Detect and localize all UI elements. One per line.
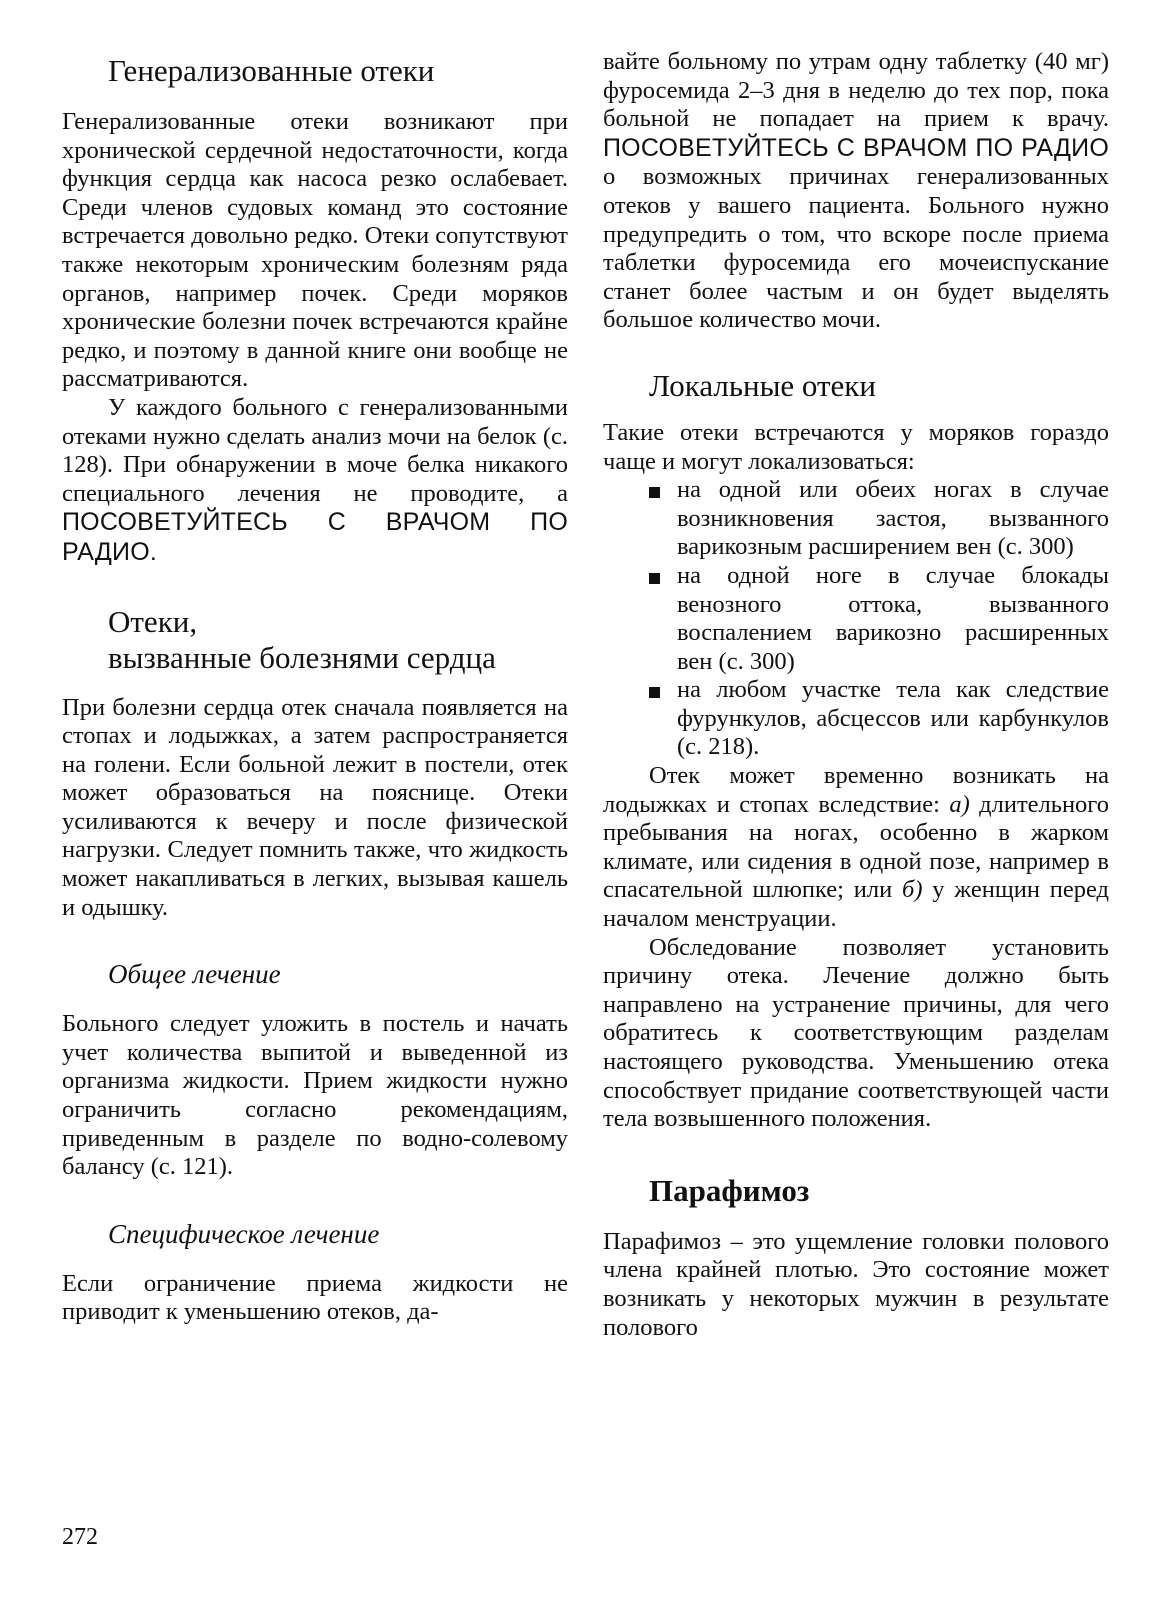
square-bullet-icon (649, 487, 660, 498)
marker-a: а) (949, 790, 970, 818)
radio-advice-caps: ПОСОВЕТУЙТЕСЬ С ВРАЧОМ ПО РАДИО. (62, 508, 568, 566)
temporary-edema-text-c: у женщин перед началом менструации. (603, 876, 1110, 933)
paragraph-paraphimosis: Парафимоз – это ущемление головки полового члена крайней плотью. Это состояние может возникать у некоторых мужчин в результате полового (603, 1227, 1109, 1341)
paragraph-heart-edema: При болезни сердца отек сначала появляется на стопах и лодыжках, а затем распространяется на голени. Если больной лежит в постели, отек может образоваться на пояснице. Отеки усиливаются к вечеру и после физической нагрузки. Следует помнить также, что жидкость может накапливаться в легких, вызывая кашель и одышку. (62, 693, 568, 921)
list-item-text: на одной ноге в случае блокады венозного оттока, вызванного воспалением варикозно расширенных вен (с. 300) (677, 561, 1109, 675)
marker-b: б) (902, 876, 923, 904)
paragraph-generalized-intro: Генерализованные отеки возникают при хронической сердечной недостаточности, когда функция сердца как насоса резко ослабевает. Среди членов судовых команд это состояние встречается довольно редко. Отеки сопутствуют также некоторым хроническим болезням ряда органов, например почек. Среди моряков хронические болезни почек встречаются крайне редко, и поэтому в данной книге они вообще не рассматриваются. (62, 108, 568, 393)
list-item (603, 676, 1109, 762)
list-item-text: на любом участке тела как следствие фурункулов, абсцессов или карбункулов (с. 218). (677, 676, 1109, 761)
square-bullet-icon (649, 687, 660, 698)
urine-test-text: У каждого больного с генерализованными отеками нужно сделать анализ мочи на белок (с. 128). При обнаружении в моче белка никакого специального лечения не проводите, (62, 393, 568, 507)
list-item (603, 562, 1109, 676)
furosemide-after: о возможных причинах генерализованных отеков у вашего пациента. Больного нужно предупредить о том, что вскоре после приема таблетки фуросемида его мочеиспускание станет более частым и он будет выделять большое количество мочи. (603, 163, 1109, 334)
heading-heart-line1: Отеки, (108, 603, 198, 639)
square-bullet-icon (649, 573, 660, 584)
left-column (62, 48, 568, 1327)
paragraph-specific-treatment: Если ограничение приема жидкости не приводит к уменьшению отеков, да- (62, 1269, 568, 1326)
heading-generalized-edema: Генерализованные отеки (108, 53, 435, 88)
heading-heart-line2: вызванные болезнями сердца (108, 639, 496, 675)
heading-specific-treatment: Специфическое лечение (108, 1218, 380, 1249)
temporary-edema-text-b: длительного пребывания на ногах, особенно в жарком климате, или сидения в одной позе, например в спасательной шлюпке; или (603, 790, 1109, 904)
paragraph-examination: Обследование позволяет установить причину отека. Лечение должно быть направлено на устранение причины, для чего обратитесь к соответствующим разделам настоящего руководства. Уменьшению отека способствует придание соответствующей части тела возвышенного положения. (603, 933, 1109, 1133)
page-number: 272 (62, 1524, 98, 1550)
paragraph-local-intro: Такие отеки встречаются у моряков гораздо чаще и могут локализоваться: (603, 418, 1109, 475)
heading-local-edema: Локальные отеки (649, 367, 876, 403)
heading-paraphimosis: Парафимоз (649, 1172, 810, 1208)
list-item (603, 476, 1109, 562)
paragraph-general-treatment: Больного следует уложить в постель и начать учет количества выпитой и выведенной из организма жидкости. Прием жидкости нужно ограничить согласно рекомендациям, приведенным в разделе по водно-солевому балансу (с. 121). (62, 1010, 568, 1181)
local-edema-list (603, 476, 1109, 762)
urine-test-lead: а (557, 479, 568, 507)
list-item-text: на одной или обеих ногах в случае возникновения застоя, вызванного варикозным расширением вен (с. 300) (677, 476, 1109, 561)
temporary-edema-text-a: Отек может временно возникать на лодыжках и стопах вследствие: (603, 762, 1109, 818)
paragraph-urine-test (62, 394, 568, 568)
radio-advice-caps-right: ПОСОВЕТУЙТЕСЬ С ВРАЧОМ ПО РАДИО (603, 133, 1109, 162)
heading-general-treatment: Общее лечение (108, 959, 281, 990)
paragraph-temporary-edema (603, 762, 1109, 934)
paragraph-furosemide (603, 48, 1109, 335)
right-column (603, 48, 1109, 1342)
furosemide-text: вайте больному по утрам одну таблетку (40 мг) фуросемида 2–3 дня в неделю до тех пор, пока больной не попадает на прием к врачу. (603, 48, 1109, 133)
heading-heart-edema (62, 604, 568, 676)
